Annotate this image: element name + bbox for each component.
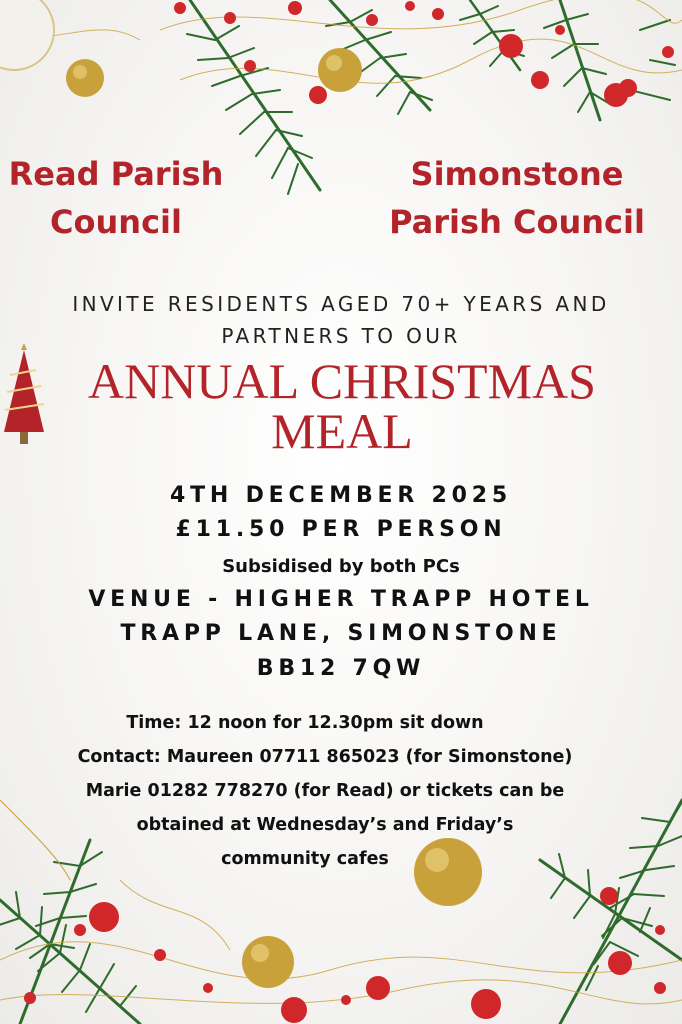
contact-line-1: Contact: Maureen 07711 865023 (for Simonstone) <box>77 747 573 767</box>
title-line-2: MEAL <box>271 403 413 459</box>
contact-line-3: obtained at Wednesday’s and Friday’s <box>136 815 514 835</box>
white-ornament <box>0 0 54 70</box>
event-price: £11.50 PER PERSON <box>175 517 507 542</box>
gold-bauble <box>66 59 104 97</box>
simonstone-line-1: Simonstone <box>410 155 624 193</box>
event-title <box>62 353 622 459</box>
invite-line-2: PARTNERS TO OUR <box>221 324 461 348</box>
gold-bauble <box>318 48 362 92</box>
red-berries-bottom <box>24 887 666 1023</box>
subsidy-note: Subsidised by both PCs <box>222 556 460 577</box>
invite-line-1: INVITE RESIDENTS AGED 70+ YEARS AND <box>72 292 610 316</box>
gold-bauble <box>242 936 294 988</box>
venue-postcode: BB12 7QW <box>256 656 426 681</box>
contact-line-4: community cafes <box>221 849 389 869</box>
invite-text <box>40 288 642 352</box>
venue-line-1: VENUE - HIGHER TRAPP HOTEL <box>88 587 594 612</box>
read-parish-council <box>0 150 232 246</box>
read-line-1: Read Parish <box>8 155 224 193</box>
read-line-2: Council <box>50 203 182 241</box>
time-line: Time: 12 noon for 12.30pm sit down <box>126 713 484 733</box>
event-date: 4TH DECEMBER 2025 <box>170 483 512 508</box>
simonstone-line-2: Parish Council <box>389 203 645 241</box>
venue-line-2: TRAPP LANE, SIMONSTONE <box>120 621 562 646</box>
contact-details <box>20 706 630 876</box>
title-line-1: ANNUAL CHRISTMAS <box>88 353 596 409</box>
christmas-tree-icon <box>4 343 44 444</box>
contact-line-2: Marie 01282 778270 (for Read) or tickets can be <box>85 781 565 801</box>
simonstone-parish-council <box>372 150 662 246</box>
